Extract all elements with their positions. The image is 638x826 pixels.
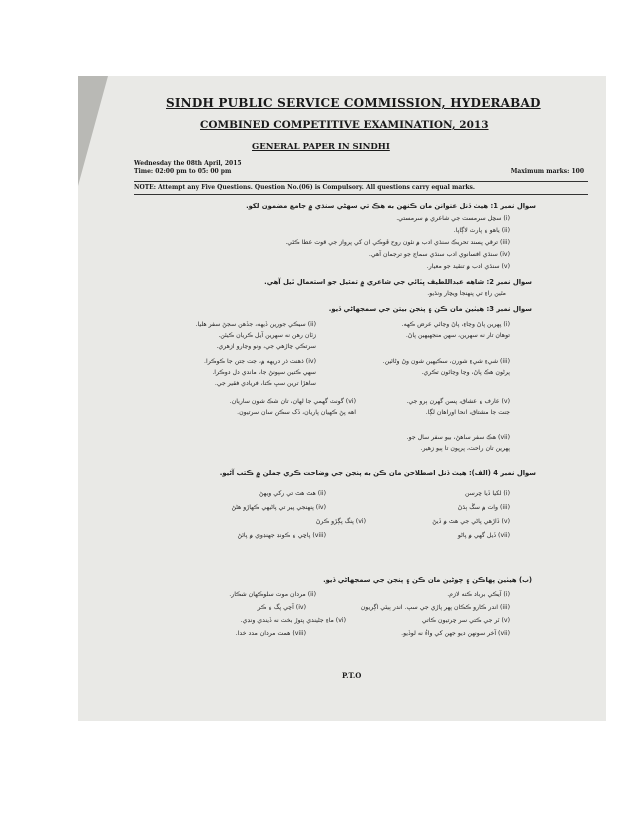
q4-item: (iv) پنهنجي پير تي پاڻيهي ڪهاڙو هڻڻ [231, 504, 326, 511]
q4-item: (vii) ڏيل گهي ۾ پاڻو [457, 532, 510, 539]
q3-item: پرڻون هڪ پاڻ، وڃا وڃائون تڪري. [421, 369, 510, 376]
q4-title: سوال نمبر 4 (الف): هيٺ ڏنل اصطلاحن مان ڪن به پنجن جي وضاحت ڪري جملن ۾ ڪتب آڻيو. [219, 469, 536, 477]
q4-item: (iii) وات ۾ سڱ ٻڌڻ [457, 504, 510, 511]
divider [134, 181, 588, 182]
q1-item: (i) سچل سرمست جي شاعري ۾ سرمستي. [396, 215, 510, 222]
q2-line1: سوال نمبر 2: شاهه عبداللطيف ڀٽائي جي شاعري ۾ تمثيل جو استعمال ٿيل آهي. [264, 278, 532, 286]
max-marks: Maximum marks: 100 [510, 168, 584, 175]
q3-item: (i) پهرين پاڻ وڃاءِ، پاڻ وڃائي عرض ڪهه. [401, 321, 510, 328]
q3-item: (vi) گونٽ گهمي جا لهان، تان شڪ شون ساريان. [229, 398, 356, 405]
q3-item: سرتڪي چاڙهي جي، ونو وڃارو ازهري. [216, 343, 316, 350]
exam-date: Wednesday the 08th April, 2015 [134, 160, 242, 167]
page-fold-shadow [78, 76, 108, 186]
exam-note: NOTE: Attempt any Five Questions. Question No.(06) is Compulsory. All questions carry equal marks. [134, 184, 476, 191]
q3-item: ساهڙا ترين سڀ ڪنا، فريادي فقير جي. [214, 380, 316, 387]
q4-item: (v) ڏاڙهي پاڻي جي هٿ ۾ ڏيڻ [432, 518, 510, 525]
scanned-exam-paper [78, 76, 606, 721]
q3-item: اهه پڻ ڪهيان پاريان، ڏک سڪن سان سرتيون. [237, 409, 356, 416]
q1-item: (iv) سنڌي افسانوي ادب سنڌي سماج جو ترجمان آهي. [368, 251, 510, 258]
exam-time: Time: 02:00 pm to 05: 00 pm [134, 168, 232, 175]
q3-item: پهرين تان راحت، پرپون تا ٻيو زهير. [420, 445, 510, 452]
q4b-title: (ب) هيٺين پهاڪن ۽ چوڻين مان ڪن ۽ پنجن جي سمجهاڻي ڏيو. [323, 576, 532, 584]
q3-item: (ii) سيڪي جورين ڏيهه، جڏهن سجڻ سفر هليا. [195, 321, 316, 328]
q3-item: سهي ڪنين سپونڻ جا، ماندي دل دوڪرا. [212, 369, 316, 376]
q4-item: (viii) پاڇي ۽ ڪونڊ جهنڊوي ۾ پائڻ [237, 532, 326, 539]
q4b-item: (ii) مردان موت سلوڪهان شڪار. [229, 591, 316, 598]
q3-item: (v) عارف ۽ عشاق، پسن گهرن ٻرو جي. [406, 398, 510, 405]
exam-title: COMBINED COMPETITIVE EXAMINATION, 2013 [200, 119, 489, 131]
q1-title: سوال نمبر 1: هيٺ ڏنل عنوانن مان ڪنهن به هڪ تي سهڻي سنڌي ۾ جامع مضمون لکو. [246, 202, 536, 210]
q1-item: (v) سنڌي ادب ۾ تنقيد جو معيار. [426, 263, 510, 270]
commission-title: SINDH PUBLIC SERVICE COMMISSION, HYDERABAD [166, 96, 541, 110]
q4-item: (ii) هٿ هٿ تي رکي ويهڻ [258, 490, 326, 497]
q4-item: (vi) پنگ پڳڙو ڪرڻ [315, 518, 366, 525]
exam-date-time [134, 160, 242, 176]
q2-line2: مٿين راءِ تي پنهنجا ويچار ونڌيو. [427, 290, 506, 297]
q3-item: (vii) هڪ سفر ساهڻ، بيو سفر سال جو. [406, 434, 510, 441]
q4b-item: (iii) اندر ڪارو ڪڪان پهر پاڙي جي سپ. اندر ٻيئي اڳريون [360, 604, 510, 611]
q3-item: (iv) ذهنت ذر دريهه ۾، جت جتن جا ڪوڪرا. [204, 358, 316, 365]
q4b-item: (iv) آچي پگ ۽ ڪر [257, 604, 306, 611]
q3-item: توهان تار نه سهرين، سهن منجهيهين پاڻ. [405, 332, 510, 339]
q3-title: سوال نمبر 3: هيٺين مان ڪن ۽ پنجن بيتن جي سمجهاڻي ڏيو. [328, 305, 532, 313]
q1-item: (iii) ترقي پسند تحريڪ سنڌي ادب ۾ نئون روح ڦوڪي ان کي پرواز جي قوت عطا ڪئي. [285, 239, 510, 246]
q4b-item: (v) ٽر جي ڪتي سر چرتيون ڪاتي [421, 617, 510, 624]
q3-item: (iii) شيءِ شيءِ شورن، سڪيهين شون وڻ وڻائين. [382, 358, 510, 365]
q3-item: زٽان رهن نه سهرين آيل ڪريان ڪيئن. [218, 332, 316, 339]
q4b-item: (vii) آخر سونهن ديو جهن کي واءُ نه لوڏيو. [401, 630, 510, 637]
q1-item: (ii) ياهو ۽ پارٽ لاڳاپا. [453, 227, 510, 234]
page-turn-note: P.T.O [342, 671, 362, 680]
paper-title: GENERAL PAPER IN SINDHI [252, 142, 390, 152]
q4-item: (i) لکيا ڏيا چرسن [464, 490, 510, 497]
q4b-item: (i) آيڪي برباد ڪنه لازم. [447, 591, 510, 598]
q4b-item: (viii) همت مردان مدد خدا. [235, 630, 306, 637]
divider [134, 194, 588, 195]
q4b-item: (vi) ماءِ جڻيندي پتوڙ بخت نه ڏيندي ونڊي. [240, 617, 346, 624]
q3-item: جنت جا مشتاق، انحا اوراهان لڳا. [425, 409, 510, 416]
